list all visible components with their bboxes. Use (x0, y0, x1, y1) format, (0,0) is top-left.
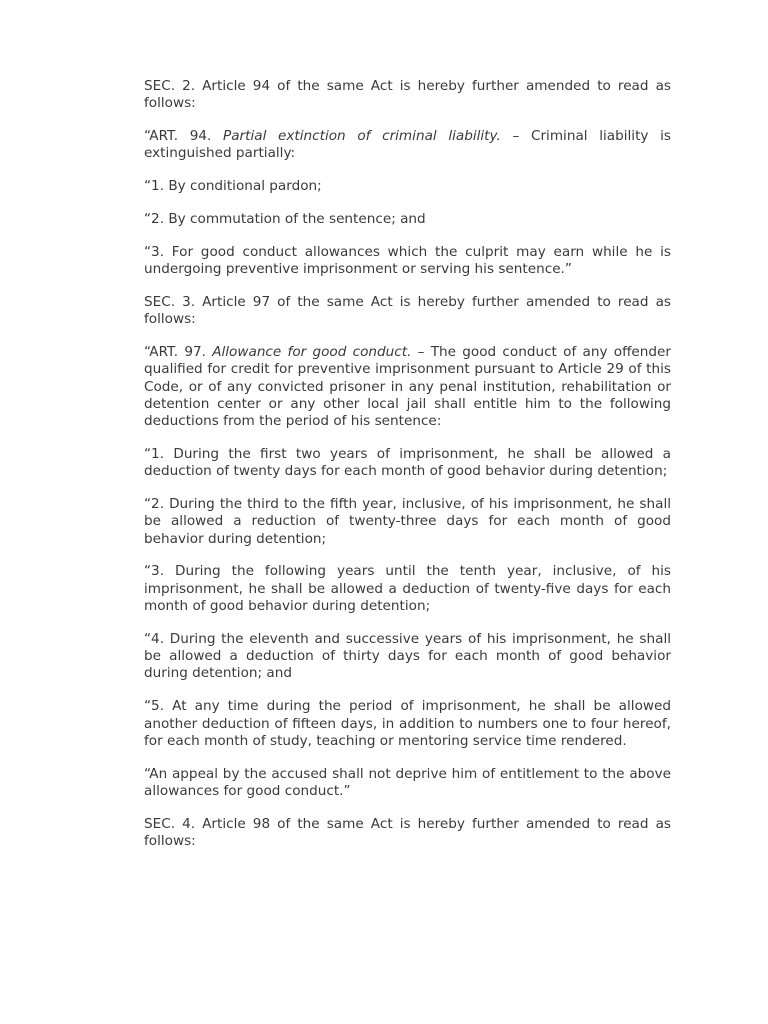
article-body: – Criminal liability is extinguished partially: (144, 128, 671, 162)
paragraph-deduction-2: “2. During the third to the fifth year, inclusive, of his imprisonment, he shall be allowed a reduction of twenty-three days for each month of good behavior during detention; (144, 496, 671, 547)
article-heading: Allowance for good conduct. (212, 343, 412, 360)
article-body: – The good conduct of any offender qualified for credit for preventive imprisonment pursuant to Article 29 of this Code, or of any convicted prisoner in any penal institution, rehabilitation or detention center or any other local jail shall entitle him to the following deductions from the period of his sentence: (144, 343, 671, 430)
article-lead: “ART. 94. (144, 128, 224, 145)
paragraph-item-1-conditional-pardon: “1. By conditional pardon; (144, 178, 322, 195)
paragraph-art-94 (144, 128, 671, 163)
paragraph-appeal: “An appeal by the accused shall not deprive him of entitlement to the above allowances for good conduct.” (144, 765, 671, 799)
paragraph-deduction-3: “3. During the following years until the tenth year, inclusive, of his imprisonment, he shall be allowed a deduction of twenty-five days for each month of good behavior during detention; (144, 563, 671, 615)
paragraph-deduction-5: “5. At any time during the period of imprisonment, he shall be allowed another deduction of fifteen days, in addition to numbers one to four hereof, for each month of study, teaching or mentoring service time rendered. (144, 698, 671, 749)
paragraph-art-97 (144, 344, 671, 430)
document-page (144, 78, 671, 866)
article-heading: Partial extinction of criminal liability. (223, 128, 501, 145)
paragraph-deduction-1: “1. During the first two years of imprisonment, he shall be allowed a deduction of twenty days for each month of good behavior during detention; (144, 445, 671, 480)
paragraph-sec-4: SEC. 4. Article 98 of the same Act is hereby further amended to read as follows: (144, 815, 671, 849)
paragraph-deduction-4: “4. During the eleventh and successive years of his imprisonment, he shall be allowed a deduction of thirty days for each month of good behavior during detention; and (144, 630, 671, 682)
paragraph-sec-3: SEC. 3. Article 97 of the same Act is hereby further amended to read as follows: (144, 293, 671, 328)
paragraph-item-3-good-conduct: “3. For good conduct allowances which the culprit may earn while he is undergoing preventive imprisonment or serving his sentence.” (144, 243, 671, 278)
article-lead: “ART. 97. (144, 343, 213, 360)
paragraph-item-2-commutation: “2. By commutation of the sentence; and (144, 210, 426, 227)
paragraph-sec-2: SEC. 2. Article 94 of the same Act is hereby further amended to read as follows: (144, 78, 671, 112)
